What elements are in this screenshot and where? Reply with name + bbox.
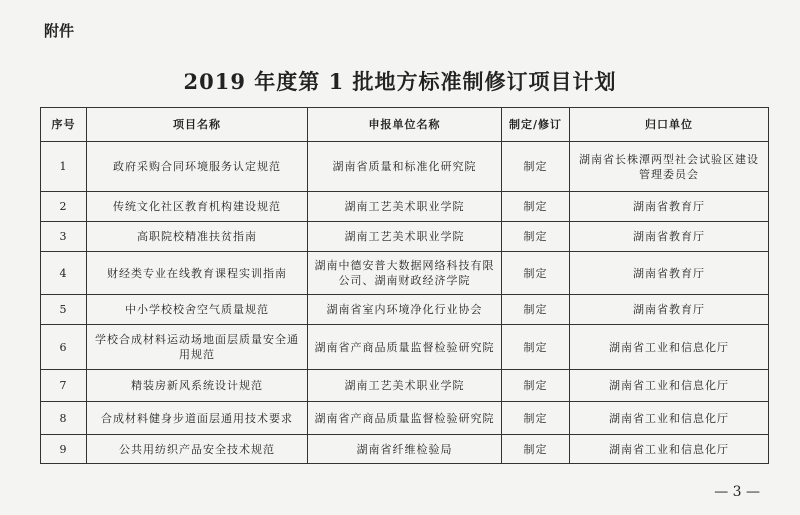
header-project-name: 项目名称: [87, 108, 308, 142]
header-applicant: 申报单位名称: [308, 108, 502, 142]
table-row: [41, 435, 769, 464]
row-authority: 湖南省教育厅: [570, 192, 769, 222]
header-type: 制定/修订: [502, 108, 570, 142]
row-authority: 湖南省工业和信息化厅: [570, 402, 769, 435]
row-type: 制定: [502, 295, 570, 325]
row-index: 8: [41, 402, 87, 435]
row-project-name: 财经类专业在线教育课程实训指南: [87, 252, 308, 295]
row-type: 制定: [502, 325, 570, 370]
row-authority: 湖南省教育厅: [570, 252, 769, 295]
row-applicant: 湖南省纤维检验局: [308, 435, 502, 464]
row-index: 4: [41, 252, 87, 295]
row-type: 制定: [502, 222, 570, 252]
row-project-name: 政府采购合同环境服务认定规范: [87, 142, 308, 192]
page-number: — 3 —: [714, 484, 760, 500]
row-applicant: 湖南省质量和标准化研究院: [308, 142, 502, 192]
table-row: [41, 252, 769, 295]
row-type: 制定: [502, 370, 570, 402]
row-project-name: 中小学校校舍空气质量规范: [87, 295, 308, 325]
row-authority: 湖南省教育厅: [570, 222, 769, 252]
row-authority: 湖南省工业和信息化厅: [570, 435, 769, 464]
table-header-row: [41, 108, 769, 142]
row-applicant: 湖南工艺美术职业学院: [308, 222, 502, 252]
row-project-name: 公共用纺织产品安全技术规范: [87, 435, 308, 464]
row-type: 制定: [502, 252, 570, 295]
row-applicant: 湖南省产商品质量监督检验研究院: [308, 325, 502, 370]
row-project-name: 学校合成材料运动场地面层质量安全通用规范: [87, 325, 308, 370]
row-authority: 湖南省工业和信息化厅: [570, 370, 769, 402]
row-authority: 湖南省长株潭两型社会试验区建设管理委员会: [570, 142, 769, 192]
row-project-name: 传统文化社区教育机构建设规范: [87, 192, 308, 222]
row-authority: 湖南省工业和信息化厅: [570, 325, 769, 370]
table-row: [41, 192, 769, 222]
row-index: 6: [41, 325, 87, 370]
header-authority: 归口单位: [570, 108, 769, 142]
row-applicant: 湖南工艺美术职业学院: [308, 370, 502, 402]
row-project-name: 合成材料健身步道面层通用技术要求: [87, 402, 308, 435]
row-applicant: 湖南中德安普大数据网络科技有限公司、湖南财政经济学院: [308, 252, 502, 295]
header-index: 序号: [41, 108, 87, 142]
table-row: [41, 142, 769, 192]
row-index: 7: [41, 370, 87, 402]
row-index: 9: [41, 435, 87, 464]
row-authority: 湖南省教育厅: [570, 295, 769, 325]
row-index: 3: [41, 222, 87, 252]
project-plan-table: [40, 107, 769, 464]
table-row: [41, 295, 769, 325]
row-project-name: 高职院校精准扶贫指南: [87, 222, 308, 252]
row-type: 制定: [502, 402, 570, 435]
table-row: [41, 222, 769, 252]
row-applicant: 湖南省室内环境净化行业协会: [308, 295, 502, 325]
table-row: [41, 325, 769, 370]
row-index: 2: [41, 192, 87, 222]
row-applicant: 湖南工艺美术职业学院: [308, 192, 502, 222]
document-title: 2019 年度第 1 批地方标准制修订项目计划: [183, 69, 617, 94]
table-row: [41, 402, 769, 435]
attachment-label: 附件: [44, 22, 75, 40]
table-row: [41, 370, 769, 402]
row-project-name: 精装房新风系统设计规范: [87, 370, 308, 402]
row-type: 制定: [502, 192, 570, 222]
row-type: 制定: [502, 435, 570, 464]
row-type: 制定: [502, 142, 570, 192]
row-index: 1: [41, 142, 87, 192]
row-index: 5: [41, 295, 87, 325]
row-applicant: 湖南省产商品质量监督检验研究院: [308, 402, 502, 435]
